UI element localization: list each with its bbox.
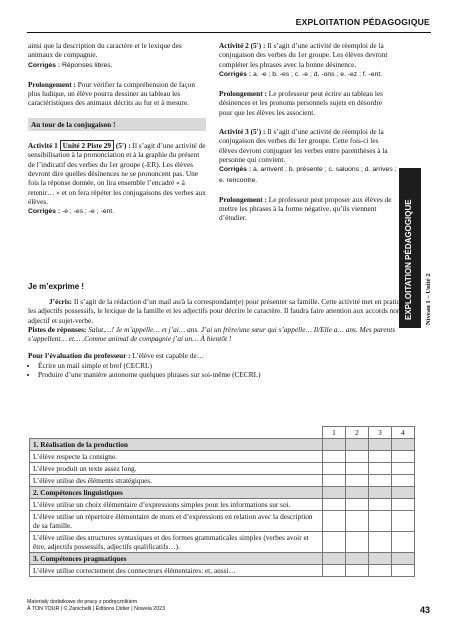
prolongement-a3-label: Prolongement :: [219, 194, 267, 204]
score-cell[interactable]: [392, 463, 415, 475]
criterion-cell: 1. Réalisation de la production: [30, 439, 323, 451]
corriges2-label: Corrigés :: [28, 208, 61, 216]
score-cell[interactable]: [369, 451, 392, 463]
eval-bullets: [28, 361, 414, 380]
score-cell[interactable]: [392, 475, 415, 487]
score-cell: [392, 487, 415, 499]
table-row: [30, 511, 415, 532]
page-number: 43: [419, 605, 430, 615]
eval-bullet: • Écrire un mail simple et bref (CECRL): [38, 361, 414, 370]
ecris-text: Il s’agit de la rédaction d’un mail au/à la correspondant(e) pour présenter sa famille. Cette activité met en pratique les adjectifs possessifs, le lexique de la famille et les adjectifs pour décrire le caractère. Il faudra faire attention aux accords nom-adjectif et sujet-verbe.: [28, 297, 408, 325]
table-header-row: [30, 427, 415, 439]
table-section-row: [30, 487, 415, 499]
side-tab-label: EXPLOITATION PÉDAGOGIQUE: [404, 199, 413, 320]
prolongement-a3-text: Le professeur peut proposer aux élèves de mettre les phrases à la forme négative, qu’ils viennent d’étudier.: [219, 194, 392, 223]
score-cell[interactable]: [346, 499, 369, 511]
score-cell: [346, 553, 369, 565]
score-cell[interactable]: [346, 532, 369, 553]
section-box-conjugaison: Au tour de la conjugaison !: [28, 118, 206, 131]
criterion-cell: L’élève utilise des structures syntaxiques et des formes grammaticales simples (verbes avoir et être, adjectifs possessifs, adjectifs qualificatifs…).: [30, 532, 323, 553]
activite3-text: Il s’agit d’une activité de réemploi de la conjugaison des verbes du 1er groupe. Cette fois-ci les élèves devront conjuguer les verbes entre parenthèses à la personne qui convient.: [219, 127, 388, 164]
prolongement-a2-label: Prolongement :: [219, 89, 267, 99]
score-cell[interactable]: [346, 565, 369, 577]
niveau-label: Niveau 1 – Unité 2: [425, 273, 432, 325]
score-cell[interactable]: [392, 451, 415, 463]
eval-bullet: • Produire d’une manière autonome quelques phrases sur soi-même (CECRL): [38, 370, 414, 379]
score-cell: [346, 487, 369, 499]
activite1-label: Activité 1: [28, 141, 58, 151]
eval-label: Pour l’évaluation du professeur :: [28, 351, 131, 361]
criterion-cell: L’élève utilise un répertoire élémentaire de mots et d’expressions en relation avec la description de sa famille.: [30, 511, 323, 532]
pistes-text: Salut,…! Je m’appelle… et j’ai… ans. J’ai un frère/une sœur qui s’appelle… Il/Elle a… ans. Mes parents s’appellent… et… .Comme animal de compagnie j’ai un… À bientôt !: [28, 324, 396, 344]
table-row: [30, 499, 415, 511]
footer: [27, 599, 165, 612]
corriges-a3-text: a. arrivent ; b. présente ; c. saluons ; d. arrives ; e. rencontre.: [219, 166, 397, 184]
activite1-time: (5') :: [115, 141, 131, 151]
activite2-label: Activité 2 (5') :: [219, 41, 266, 50]
prolongement-a2-text: Le professeur peut écrire au tableau les désinences et les pronoms personnels sujets en désordre pour que les élèves les associent.: [219, 89, 383, 117]
table-row: [30, 475, 415, 487]
score-cell[interactable]: [323, 463, 346, 475]
pistes-label: Pistes de réponses:: [28, 324, 87, 334]
right-column: [219, 41, 397, 223]
score-cell: [323, 553, 346, 565]
header-title: EXPLOITATION PÉDAGOGIQUE: [295, 17, 430, 27]
evaluation-table: [29, 426, 415, 577]
score-cell: [369, 439, 392, 451]
footer-line1: Materiały dodatkowe do pracy z podręcznikiem: [27, 599, 138, 605]
criterion-cell: L’élève utilise correctement des connecteurs élémentaires: et, aussi…: [30, 565, 323, 577]
score-cell[interactable]: [369, 511, 392, 532]
corriges-a2-text: a. -e ; b. -es ; c. -e ; d. -ons ; e. -ez ; f. -ent.: [252, 70, 383, 78]
score-cell: [392, 553, 415, 565]
table-section-row: [30, 553, 415, 565]
score-cell[interactable]: [369, 499, 392, 511]
prolongement-label: Prolongement :: [28, 79, 76, 89]
score-cell: [392, 439, 415, 451]
score-col-3: 3: [369, 427, 392, 439]
score-col-1: 1: [323, 427, 346, 439]
score-cell: [323, 439, 346, 451]
score-cell: [346, 439, 369, 451]
activite1-text: Il s’agit d’une activité de sensibilisation à la prononciation et à la graphie du présent de l’indicatif des verbes du 1er groupe (-ER). Les élèves devront dire quelles désinences ne se prononcent pas. Une fois la réponse donnée, on lira ensemble l’encadré « à retenir… » et on fera répéter les conjugaisons des verbes aux élèves.: [28, 141, 206, 206]
score-cell[interactable]: [369, 475, 392, 487]
score-cell[interactable]: [323, 499, 346, 511]
score-cell: [369, 487, 392, 499]
score-col-4: 4: [392, 427, 415, 439]
score-cell: [369, 553, 392, 565]
ecris-label: J’écris:: [49, 297, 73, 306]
score-cell[interactable]: [323, 532, 346, 553]
criterion-cell: L’élève utilise des éléments stratégiques.: [30, 475, 323, 487]
activite3-label: Activité 3 (5') :: [219, 127, 266, 137]
score-cell[interactable]: [323, 565, 346, 577]
section-heading: Je m’exprime !: [28, 282, 85, 291]
table-row: [30, 565, 415, 577]
footer-line2: À TON TOUR | © Zanichelli | Éditions Didier | Nowela 2023: [27, 605, 166, 612]
header-rule: [27, 32, 431, 33]
left-intro: ainsi que la description du caractère et le lexique des animaux de compagnie.: [28, 41, 182, 60]
criterion-cell: L’élève respecte la consigne.: [30, 451, 323, 463]
table-row: [30, 451, 415, 463]
table-row: [30, 532, 415, 553]
criterion-cell: 2. Compétences linguistiques: [30, 487, 323, 499]
activite2-text: Il s’agit d’une activité de réemploi de la conjugaison des verbes du 1er groupe. Les élèves devront compléter les phrases avec la bonne désinence.: [219, 41, 388, 69]
criterion-cell: L’élève utilise un choix élémentaire d’expressions simples pour les informations sur soi.: [30, 499, 323, 511]
score-col-2: 2: [346, 427, 369, 439]
corriges-label: Corrigés :: [28, 61, 61, 69]
prolongement-text: Pour vérifier la compréhension de façon plus ludique, un élève pourra dessiner au tableau les caractéristiques des animaux décrits au fur et à mesure.: [28, 79, 196, 108]
score-cell[interactable]: [323, 511, 346, 532]
corriges-a2-label: Corrigés :: [219, 70, 252, 78]
score-cell[interactable]: [346, 463, 369, 475]
eval-text: L’élève est capable de…: [132, 351, 205, 361]
score-cell[interactable]: [392, 565, 415, 577]
score-cell[interactable]: [323, 475, 346, 487]
score-cell[interactable]: [369, 463, 392, 475]
score-cell[interactable]: [346, 451, 369, 463]
ecris-block: [28, 297, 414, 379]
score-cell[interactable]: [346, 511, 369, 532]
audio-track-tag[interactable]: Unité 2 Piste 29: [60, 140, 114, 151]
score-cell[interactable]: [346, 475, 369, 487]
corriges-text: Réponses libres.: [61, 61, 113, 69]
score-cell: [323, 487, 346, 499]
table-row: [30, 463, 415, 475]
score-cell[interactable]: [369, 565, 392, 577]
score-cell[interactable]: [323, 451, 346, 463]
score-cell[interactable]: [392, 511, 415, 532]
corriges-a3-label: Corrigés :: [219, 166, 252, 174]
score-cell[interactable]: [392, 499, 415, 511]
corriges2-text: -e ; -es ; -e ; -ent.: [61, 208, 115, 216]
criterion-cell: 3. Compétences pragmatiques: [30, 553, 323, 565]
left-column: [28, 41, 206, 216]
score-cell[interactable]: [369, 532, 392, 553]
score-cell[interactable]: [392, 532, 415, 553]
criterion-cell: L’élève produit un texte assez long.: [30, 463, 323, 475]
table-section-row: [30, 439, 415, 451]
